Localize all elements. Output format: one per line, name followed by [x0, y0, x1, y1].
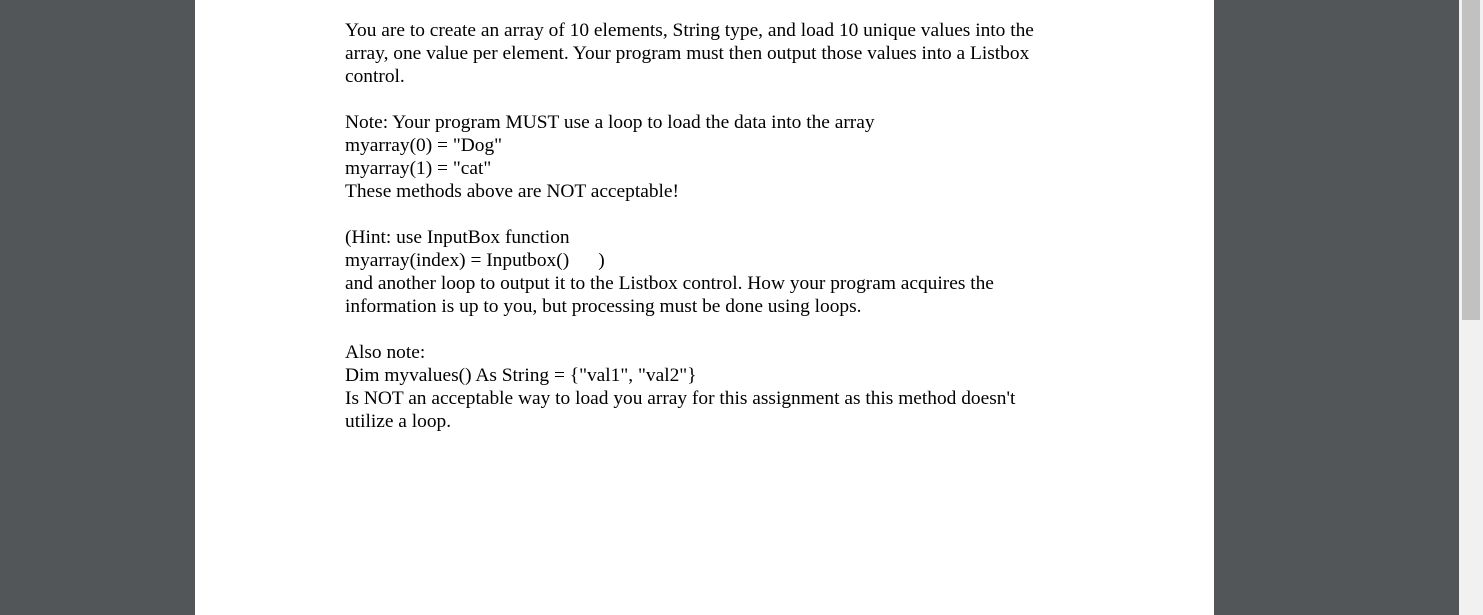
text-line: utilize a loop.: [345, 411, 452, 432]
text-line: Also note:: [345, 342, 426, 363]
paragraph-note: [345, 111, 1105, 203]
code-line: myarray(0) = "Dog": [345, 135, 503, 156]
text-line: and another loop to output it to the Listbox control. How your program acquires the: [345, 273, 994, 294]
assignment-text: [345, 19, 1105, 433]
paragraph-gap: [345, 203, 1105, 226]
text-line: (Hint: use InputBox function: [345, 227, 570, 248]
paragraph-intro: [345, 19, 1105, 88]
text-line: information is up to you, but processing must be done using loops.: [345, 296, 862, 317]
paragraph-hint: [345, 226, 1105, 318]
text-line: control.: [345, 66, 405, 87]
paragraph-also-note: [345, 341, 1105, 433]
code-line: Dim myvalues() As String = {"val1", "val2"}: [345, 365, 697, 386]
paragraph-gap: [345, 88, 1105, 111]
text-line: Is NOT an acceptable way to load you array for this assignment as this method doesn't: [345, 388, 1016, 409]
code-line: myarray(index) = Inputbox() ): [345, 250, 605, 271]
text-line: These methods above are NOT acceptable!: [345, 181, 679, 202]
vertical-scrollbar-thumb[interactable]: [1462, 0, 1480, 320]
code-line: myarray(1) = "cat": [345, 158, 492, 179]
text-line: array, one value per element. Your program must then output those values into a Listbox: [345, 43, 1030, 64]
document-page: [195, 0, 1214, 615]
paragraph-gap: [345, 318, 1105, 341]
text-line: You are to create an array of 10 elements, String type, and load 10 unique values into the: [345, 20, 1034, 41]
text-line: Note: Your program MUST use a loop to load the data into the array: [345, 112, 875, 133]
